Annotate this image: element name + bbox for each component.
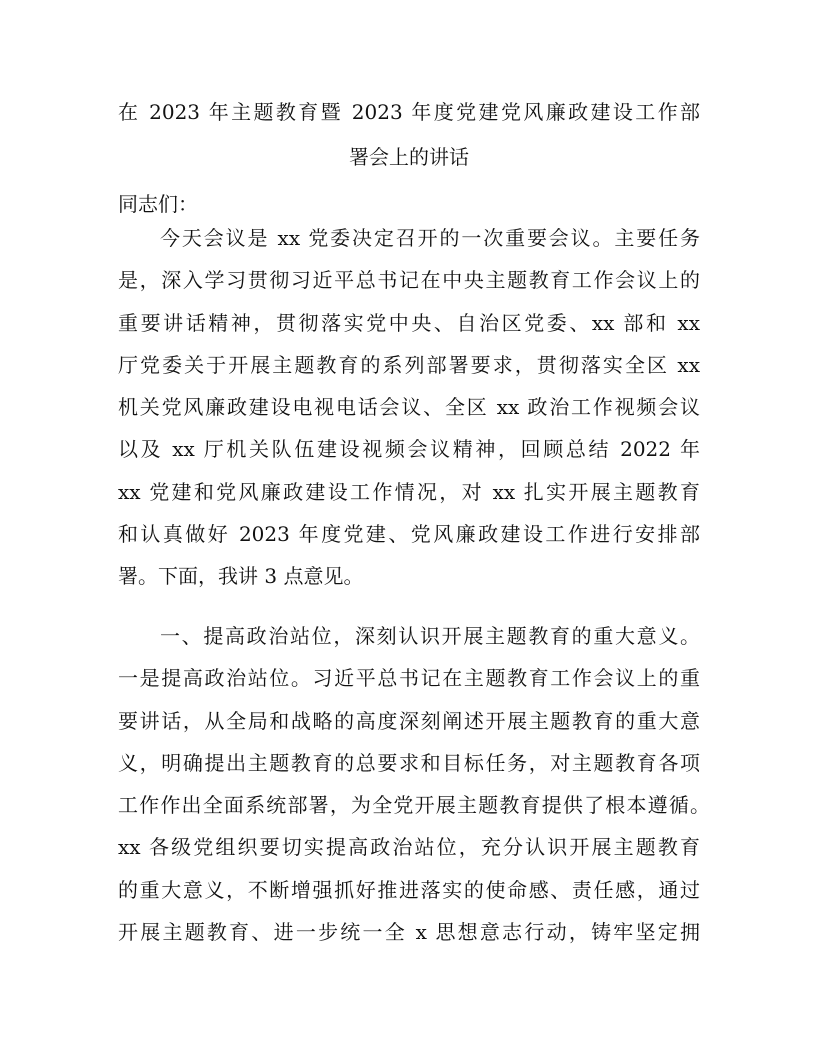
- paragraph-line: 义，明确提出主题教育的总要求和目标任务，对主题教育各项: [118, 750, 700, 775]
- paragraph-line: 的重大意义，不断增强抓好推进落实的使命感、责任感，通过: [118, 877, 700, 902]
- document-title-line-2: 署会上的讲话: [349, 145, 469, 169]
- greeting: 同志们：: [118, 192, 198, 216]
- document-title-line-1: 在 2023 年主题教育暨 2023 年度党建党风廉政建设工作部: [118, 100, 700, 124]
- paragraph-line: 开展主题教育、进一步统一全 x 思想意志行动，铸牢坚定拥: [118, 920, 700, 945]
- paragraph-line: 和认真做好 2023 年度党建、党风廉政建设工作进行安排部: [118, 522, 700, 547]
- paragraph-section-one: [118, 615, 710, 953]
- paragraph-line: 重要讲话精神，贯彻落实党中央、自治区党委、xx 部和 xx: [118, 310, 700, 335]
- section-heading-line: 一、提高政治站位，深刻认识开展主题教育的重大意义。: [160, 624, 700, 648]
- paragraph-line: xx 各级党组织要切实提高政治站位，充分认识开展主题教育: [118, 835, 700, 860]
- paragraph-line: 厅党委关于开展主题教育的系列部署要求，贯彻落实全区 xx: [118, 352, 700, 377]
- paragraph-line: 要讲话，从全局和战略的高度深刻阐述开展主题教育的重大意: [118, 708, 700, 733]
- paragraph-line: 工作作出全面系统部署，为全党开展主题教育提供了根本遵循。: [118, 793, 710, 818]
- paragraph-line: 一是提高政治站位。习近平总书记在主题教育工作会议上的重: [118, 666, 700, 691]
- paragraph-intro: [118, 217, 700, 598]
- paragraph-line: 以及 xx 厅机关队伍建设视频会议精神，回顾总结 2022 年: [118, 437, 700, 462]
- paragraph-line: 是，深入学习贯彻习近平总书记在中央主题教育工作会议上的: [118, 268, 700, 293]
- paragraph-line: xx 党建和党风廉政建设工作情况，对 xx 扎实开展主题教育: [118, 479, 700, 504]
- paragraph-line: 机关党风廉政建设电视电话会议、全区 xx 政治工作视频会议: [118, 395, 700, 420]
- paragraph-line: 署。下面，我讲 3 点意见。: [118, 564, 364, 589]
- paragraph-line: 今天会议是 xx 党委决定召开的一次重要会议。主要任务: [160, 226, 700, 250]
